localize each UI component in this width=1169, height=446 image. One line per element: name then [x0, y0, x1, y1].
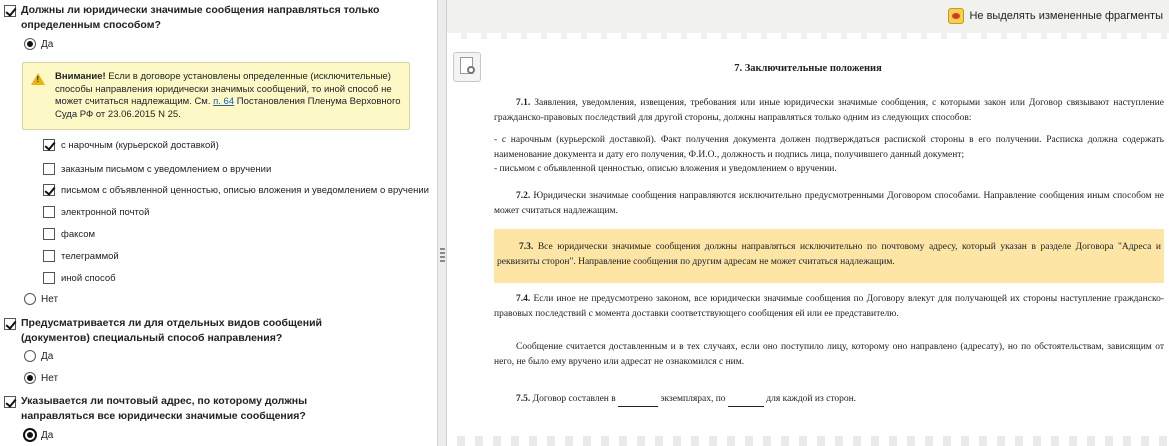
section-title: 7. Заключительные положения	[734, 63, 882, 74]
method-option-other[interactable]	[43, 272, 116, 284]
q1-no-label: Нет	[41, 293, 59, 305]
q2-no-label: Нет	[41, 372, 59, 384]
question-exclusive-method-checkbox[interactable]	[4, 5, 16, 17]
clause-7-2	[494, 189, 1164, 218]
pane-splitter[interactable]	[437, 0, 447, 446]
clause-7-5-text-a: Договор составлен в	[530, 394, 619, 404]
highlight-toggle[interactable]	[948, 8, 1163, 24]
method-fax-checkbox[interactable]	[43, 228, 55, 240]
highlight-toggle-label[interactable]: Не выделять измененные фрагменты	[969, 10, 1163, 22]
method-option-label: телеграммой	[61, 250, 119, 262]
clause-7-4	[494, 292, 1164, 321]
question-postal-address[interactable]	[4, 396, 381, 424]
clause-7-2-number: 7.2.	[516, 191, 531, 201]
clause-7-1-number: 7.1.	[516, 98, 531, 108]
clause-7-4-delivery-text: Сообщение считается доставленным и в тех случаях, если оно поступило лицу, которому оно направлено (адресату), но по обстоятельствам, зависящим от него, не было ему вручено или адресат не ознакомился с ним.	[494, 342, 1164, 367]
method-option-telegram[interactable]	[43, 250, 119, 262]
method-telegram-checkbox[interactable]	[43, 250, 55, 262]
copies-each-blank	[728, 391, 764, 407]
warning-note	[22, 62, 410, 130]
method-email-checkbox[interactable]	[43, 206, 55, 218]
question-special-method[interactable]	[4, 318, 381, 346]
warning-text-part1: Если в договоре установлены определенные (исключительные) способы направления юридически значимых сообщений, то иной способ не может считаться надлежащим. См.	[55, 71, 392, 107]
method-option-declared-value[interactable]	[43, 184, 429, 196]
clause-7-5-number: 7.5.	[516, 394, 531, 404]
q1-no-radio[interactable]	[24, 293, 58, 305]
document-preview-pane	[447, 0, 1169, 446]
highlight-toggle-icon[interactable]	[948, 8, 964, 24]
clause-7-2-text: Юридически значимые сообщения направляются исключительно предусмотренными Договором способами. Направление сообщения иным способом не может считаться надлежащим.	[494, 191, 1164, 216]
method-registered-checkbox[interactable]	[43, 163, 55, 175]
q3-yes-radio-dot[interactable]	[24, 429, 36, 441]
method-option-registered-letter[interactable]	[43, 163, 271, 175]
question-postal-address-checkbox[interactable]	[4, 396, 16, 408]
warning-link[interactable]: п. 64	[213, 96, 235, 107]
method-option-label: электронной почтой	[61, 206, 150, 218]
question-special-method-checkbox[interactable]	[4, 318, 16, 330]
q2-no-radio[interactable]	[24, 372, 58, 384]
q1-no-radio-dot[interactable]	[24, 293, 36, 305]
splitter-grip-icon[interactable]	[440, 248, 445, 270]
question-exclusive-method-label: Должны ли юридически значимые сообщения направляться только определенным способом?	[21, 4, 380, 31]
method-declared-value-checkbox[interactable]	[43, 184, 55, 196]
q2-yes-radio-dot[interactable]	[24, 350, 36, 362]
clause-7-5-text-b: экземплярах, по	[658, 394, 728, 404]
copies-count-blank	[618, 391, 658, 407]
warning-text	[55, 71, 405, 121]
clause-7-1-text: Заявления, уведомления, извещения, требования или иные юридически значимые сообщения, с которыми закон или Договор связывают наступление гражданско-правовых последствий для другой стороны, должны направляться только одним из следующих способов:	[494, 98, 1164, 123]
q2-yes-radio[interactable]	[24, 350, 53, 362]
q2-no-radio-dot[interactable]	[24, 372, 36, 384]
q3-yes-radio[interactable]	[24, 429, 53, 441]
method-option-email[interactable]	[43, 206, 149, 218]
question-exclusive-method[interactable]	[4, 5, 381, 33]
q2-yes-label: Да	[41, 350, 54, 362]
page-torn-edge	[447, 436, 1169, 446]
q1-yes-radio-dot[interactable]	[24, 38, 36, 50]
clause-7-5	[494, 391, 1164, 407]
clause-7-5-text-c: для каждой из сторон.	[763, 394, 857, 404]
q1-yes-label: Да	[41, 38, 54, 50]
method-courier-checkbox[interactable]	[43, 139, 55, 151]
warning-icon: !	[31, 73, 45, 85]
clause-7-4-number: 7.4.	[516, 294, 531, 304]
question-postal-address-label: Указывается ли почтовый адрес, по которому должны направляться все юридически значимые сообщения?	[21, 395, 308, 422]
method-other-checkbox[interactable]	[43, 272, 55, 284]
clause-7-3	[497, 240, 1161, 269]
method-option-label: факсом	[61, 228, 96, 240]
method-option-label: заказным письмом с уведомлением о вручении	[61, 163, 272, 175]
clause-7-3-number: 7.3.	[519, 242, 534, 252]
clause-7-4-text: Если иное не предусмотрено законом, все юридически значимые сообщения по Договору влекут для получающей их стороны наступление гражданско-правовых последствий с момента доставки соответствующего сообщения ей или ее представителю.	[494, 294, 1164, 319]
questionnaire-pane	[0, 0, 437, 446]
question-special-method-label: Предусматривается ли для отдельных видов сообщений (документов) специальный способ направления?	[21, 317, 322, 344]
method-option-fax[interactable]	[43, 228, 95, 240]
clause-7-4-delivery	[494, 340, 1164, 369]
method-option-label: с нарочным (курьерской доставкой)	[61, 139, 219, 151]
warning-text-part2: Постановления Пленума Верховного Суда РФ от 23.06.2015 N 25.	[55, 96, 401, 120]
method-option-courier[interactable]	[43, 139, 219, 151]
method-option-label: иной способ	[61, 272, 116, 284]
clause-7-1-bullet-letter: - письмом с объявленной ценностью, описью вложения и уведомлением о вручении.	[494, 164, 837, 174]
warning-title: Внимание!	[55, 71, 106, 82]
q1-yes-radio[interactable]	[24, 38, 53, 50]
clause-7-1	[494, 96, 1164, 125]
clause-7-3-text: Все юридически значимые сообщения должны направляться исключительно по почтовому адресу, который указан в разделе Договора "Адреса и реквизиты сторон". Направление сообщения по другим адресам не может считаться надлежащим.	[497, 242, 1161, 267]
clause-7-1-bullet-courier: - с нарочным (курьерской доставкой). Факт получения документа должен подтверждаться распиской стороны в его получении. Расписка должна содержать наименование документа и дату его получения, Ф.И.О., должность и подпись лица, получившего данный документ;	[494, 135, 1164, 160]
method-option-label: письмом с объявленной ценностью, описью вложения и уведомлением о вручении	[61, 184, 429, 196]
q3-yes-label: Да	[41, 429, 54, 441]
